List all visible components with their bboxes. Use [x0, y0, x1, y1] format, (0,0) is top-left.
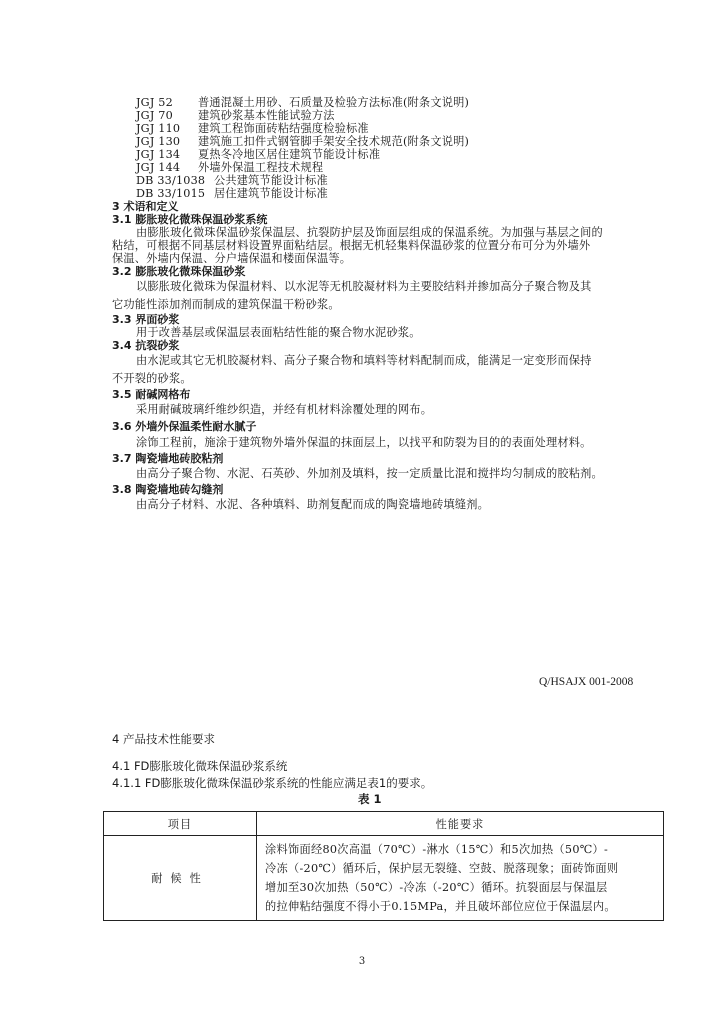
term-heading: 3.5 耐碱网格布	[112, 388, 191, 401]
standard-code: JGJ 130	[136, 135, 181, 148]
term-text: 它功能性添加剂而制成的建筑保温干粉砂浆。	[112, 298, 340, 311]
term-heading: 3.4 抗裂砂浆	[112, 339, 180, 352]
standard-item	[136, 174, 328, 187]
term-heading: 3.8 陶瓷墙地砖勾缝剂	[112, 483, 224, 496]
term-text: 以膨胀玻化微珠为保温材料、以水泥等无机胶凝材料为主要胶结料并掺加高分子聚合物及其	[136, 280, 592, 293]
standard-item	[136, 109, 335, 122]
standard-item	[136, 135, 469, 148]
standard-code: JGJ 70	[136, 109, 173, 122]
requirement-line: 冷冻（-20℃）循环后，保护层无裂缝、空鼓、脱落现象；面砖饰面则	[265, 862, 619, 875]
standard-item	[136, 148, 380, 161]
standard-code: DB 33/1038	[136, 174, 206, 187]
standard-code: JGJ 134	[136, 148, 181, 161]
subsection-heading: 4.1.1 FD膨胀玻化微珠保温砂浆系统的性能应满足表1的要求。	[112, 776, 433, 790]
term-text: 由高分子聚合物、水泥、石英砂、外加剂及填料，按一定质量比混和搅拌均匀制成的胶粘剂。	[136, 467, 603, 480]
row-requirement	[257, 836, 664, 921]
term-heading: 3.1 膨胀玻化微珠保温砂浆系统	[112, 213, 268, 226]
standard-title: 居住建筑节能设计标准	[214, 187, 328, 200]
performance-table	[103, 811, 664, 921]
table-header-row	[104, 812, 664, 836]
table-row	[104, 836, 664, 921]
term-text: 由水泥或其它无机胶凝材料、高分子聚合物和填料等材料配制而成，能满足一定变形而保持	[136, 354, 592, 367]
requirement-line: 涂料饰面经80次高温（70℃）-淋水（15℃）和5次加热（50℃）-	[265, 843, 609, 856]
document-code: Q/HSAJX 001-2008	[539, 676, 634, 688]
standard-title: 普通混凝土用砂、石质量及检验方法标准(附条文说明)	[198, 96, 470, 109]
standard-item	[136, 161, 323, 174]
standard-item	[136, 96, 469, 109]
page-number: 3	[358, 956, 366, 967]
standard-title: 公共建筑节能设计标准	[214, 174, 328, 187]
row-item: 耐候性	[104, 836, 257, 921]
term-text: 由高分子材料、水泥、各种填料、助剂复配而成的陶瓷墙地砖填缝剂。	[136, 498, 490, 511]
term-text: 采用耐碱玻璃纤维纱织造，并经有机材料涂覆处理的网布。	[136, 403, 433, 416]
term-text: 粘结，可根据不同基层材料设置界面粘结层。根据无机轻集料保温砂浆的位置分布可分为外墙外	[112, 239, 591, 252]
term-heading: 3.7 陶瓷墙地砖胶粘剂	[112, 452, 224, 465]
standard-item	[136, 122, 369, 135]
standard-title: 夏热冬冷地区居住建筑节能设计标准	[198, 148, 381, 161]
standard-title: 建筑工程饰面砖粘结强度检验标准	[198, 122, 369, 135]
requirement-line: 的拉伸粘结强度不得小于0.15MPa，并且破坏部位应位于保温层内。	[265, 900, 616, 913]
standard-title: 建筑砂浆基本性能试验方法	[198, 109, 335, 122]
table-caption: 表 1	[358, 792, 382, 806]
standard-code: JGJ 144	[136, 161, 181, 174]
standard-title: 外墙外保温工程技术规程	[198, 161, 324, 174]
term-text: 不开裂的砂浆。	[112, 372, 192, 385]
term-heading: 3.6 外墙外保温柔性耐水腻子	[112, 420, 257, 433]
requirement-line: 增加至30次加热（50℃）-冷冻（-20℃）循环。抗裂面层与保温层	[265, 881, 608, 894]
term-heading: 3.2 膨胀玻化微珠保温砂浆	[112, 265, 246, 278]
standard-code: JGJ 110	[136, 122, 181, 135]
term-heading: 3.3 界面砂浆	[112, 313, 180, 326]
subsection-heading: 4.1 FD膨胀玻化微珠保温砂浆系统	[112, 759, 288, 773]
term-text: 用于改善基层或保温层表面粘结性能的聚合物水泥砂浆。	[136, 326, 421, 339]
header-item: 项目	[104, 812, 257, 836]
standard-code: DB 33/1015	[136, 187, 206, 200]
standard-code: JGJ 52	[136, 96, 173, 109]
standard-title: 建筑施工扣件式钢管脚手架安全技术规范(附条文说明)	[198, 135, 470, 148]
section-heading: 4 产品技术性能要求	[112, 732, 215, 746]
standard-item	[136, 187, 328, 200]
header-requirement: 性能要求	[257, 812, 664, 836]
section-heading: 3 术语和定义	[112, 200, 179, 213]
term-text: 由膨胀玻化微珠保温砂浆保温层、抗裂防护层及饰面层组成的保温系统。为加强与基层之间的	[136, 226, 603, 239]
term-text: 保温、外墙内保温、分户墙保温和楼面保温等。	[112, 252, 352, 265]
term-text: 涂饰工程前，施涂于建筑物外墙外保温的抹面层上，以找平和防裂为目的的表面处理材料。	[136, 436, 592, 449]
